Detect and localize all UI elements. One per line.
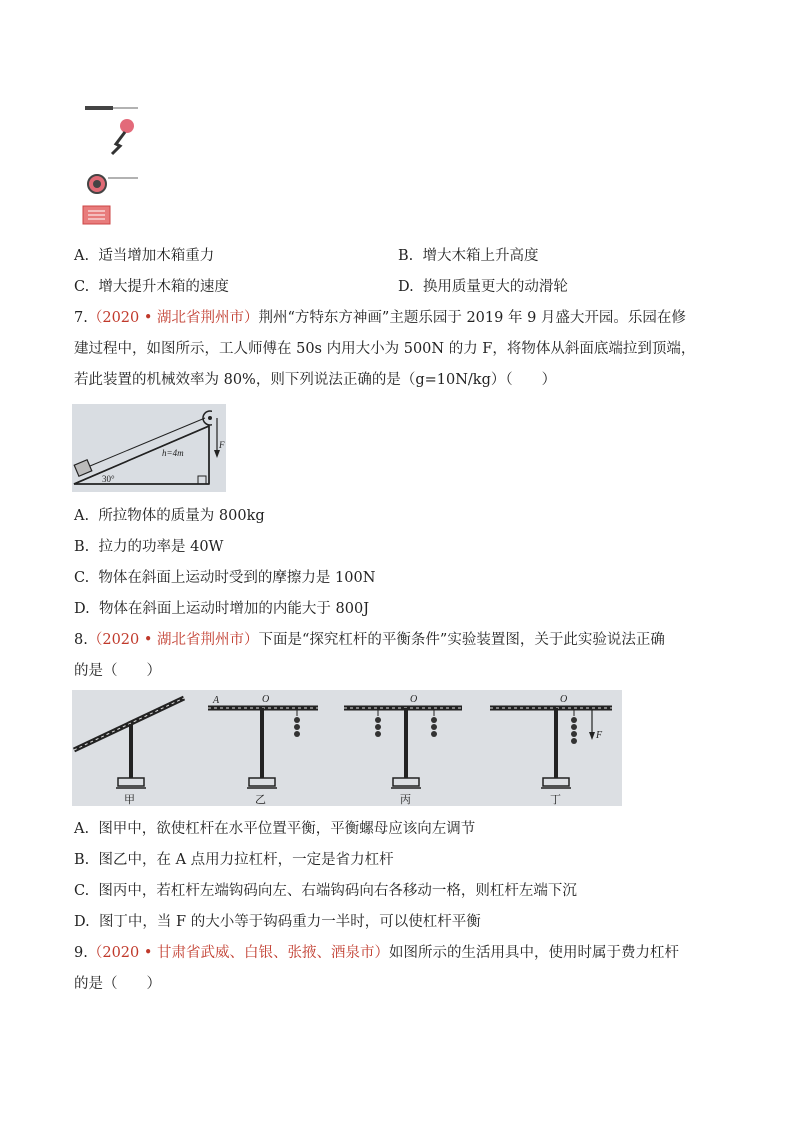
q6-option-d[interactable] bbox=[398, 277, 568, 297]
option-text: 增大木箱上升高度 bbox=[422, 248, 539, 264]
pivot-label-bing: O bbox=[410, 694, 418, 705]
point-a-label: A bbox=[213, 695, 220, 706]
question-text: 荆州“方特东方神画”主题乐园于 2019 年 9 月盛大开园。乐园在修 bbox=[258, 310, 686, 326]
pulley-figure bbox=[80, 98, 150, 228]
q7-option-c[interactable] bbox=[74, 568, 375, 588]
q9-stem-line1 bbox=[74, 943, 679, 963]
option-text: 图丁中，当 F 的大小等于钩码重力一半时，可以使杠杆平衡 bbox=[98, 914, 481, 930]
height-label: h=4m bbox=[162, 448, 184, 458]
q7-stem-line2: 建过程中，如图所示，工人师傅在 50s 内用大小为 500N 的力 F，将物体从斜面底端拉到顶端， bbox=[74, 341, 696, 357]
option-text: 图甲中，欲使杠杆在水平位置平衡，平衡螺母应该向左调节 bbox=[98, 821, 476, 837]
force-label: F bbox=[219, 440, 225, 450]
option-text: 物体在斜面上运动时受到的摩擦力是 100N bbox=[98, 570, 376, 586]
option-text: 增大提升木箱的速度 bbox=[98, 279, 229, 295]
option-text: 拉力的功率是 40W bbox=[98, 539, 224, 555]
incline-figure bbox=[72, 404, 212, 492]
option-letter: D. bbox=[74, 914, 90, 930]
question-source: （2020 • 湖北省荆州市） bbox=[87, 310, 259, 326]
q7-option-d[interactable] bbox=[74, 599, 369, 619]
q8-option-a[interactable] bbox=[74, 819, 475, 839]
option-letter: B. bbox=[74, 852, 90, 868]
option-text: 所拉物体的质量为 800kg bbox=[98, 508, 265, 524]
option-text: 换用质量更大的动滑轮 bbox=[422, 279, 568, 295]
q8-stem-line2: 的是（ ） bbox=[74, 663, 161, 679]
lever-label-ding: 丁 bbox=[550, 793, 561, 806]
question-number: 9. bbox=[74, 945, 88, 961]
option-letter: C. bbox=[74, 279, 90, 295]
question-text: 下面是“探究杠杆的平衡条件”实验装置图，关于此实验说法正确 bbox=[258, 632, 665, 648]
option-text: 图丙中，若杠杆左端钩码向左、右端钩码向右各移动一格，则杠杆左端下沉 bbox=[98, 883, 577, 899]
option-letter: D. bbox=[398, 279, 414, 295]
q7-option-b[interactable] bbox=[74, 537, 223, 557]
q8-option-b[interactable] bbox=[74, 850, 394, 870]
option-letter: D. bbox=[74, 601, 90, 617]
lever-label-yi: 乙 bbox=[255, 793, 266, 806]
q7-stem-line1 bbox=[74, 308, 686, 328]
lever-figure bbox=[72, 690, 622, 806]
option-letter: A. bbox=[74, 821, 90, 837]
question-source: （2020 • 甘肃省武威、白银、张掖、酒泉市） bbox=[87, 945, 390, 961]
lever-label-bing: 丙 bbox=[400, 793, 411, 806]
option-letter: B. bbox=[74, 539, 90, 555]
q6-option-b[interactable] bbox=[398, 246, 538, 266]
option-letter: C. bbox=[74, 570, 90, 586]
question-text: 如图所示的生活用具中，使用时属于费力杠杆 bbox=[389, 945, 680, 961]
option-letter: A. bbox=[74, 508, 90, 524]
option-letter: C. bbox=[74, 883, 90, 899]
q6-option-a[interactable] bbox=[74, 246, 214, 266]
pivot-label-yi: O bbox=[262, 694, 270, 705]
option-text: 图乙中，在 A 点用力拉杠杆，一定是省力杠杆 bbox=[98, 852, 394, 868]
force-label-ding: F bbox=[596, 730, 603, 741]
q7-stem-line3: 若此装置的机械效率为 80%，则下列说法正确的是（g=10N/kg）（ ） bbox=[74, 372, 557, 388]
option-letter: B. bbox=[398, 248, 414, 264]
angle-label: 30° bbox=[102, 474, 115, 484]
q8-option-c[interactable] bbox=[74, 881, 577, 901]
option-text: 适当增加木箱重力 bbox=[98, 248, 215, 264]
option-letter: A. bbox=[74, 248, 90, 264]
q8-option-d[interactable] bbox=[74, 912, 481, 932]
q8-stem-line1 bbox=[74, 630, 665, 650]
lever-label-jia: 甲 bbox=[124, 793, 135, 806]
q7-option-a[interactable] bbox=[74, 506, 265, 526]
q9-stem-line2: 的是（ ） bbox=[74, 976, 161, 992]
question-number: 7. bbox=[74, 310, 88, 326]
question-source: （2020 • 湖北省荆州市） bbox=[87, 632, 259, 648]
pivot-label-ding: O bbox=[560, 694, 568, 705]
incline-force-arrow bbox=[212, 404, 226, 492]
option-text: 物体在斜面上运动时增加的内能大于 800J bbox=[98, 601, 370, 617]
q6-option-c[interactable] bbox=[74, 277, 229, 297]
question-number: 8. bbox=[74, 632, 88, 648]
